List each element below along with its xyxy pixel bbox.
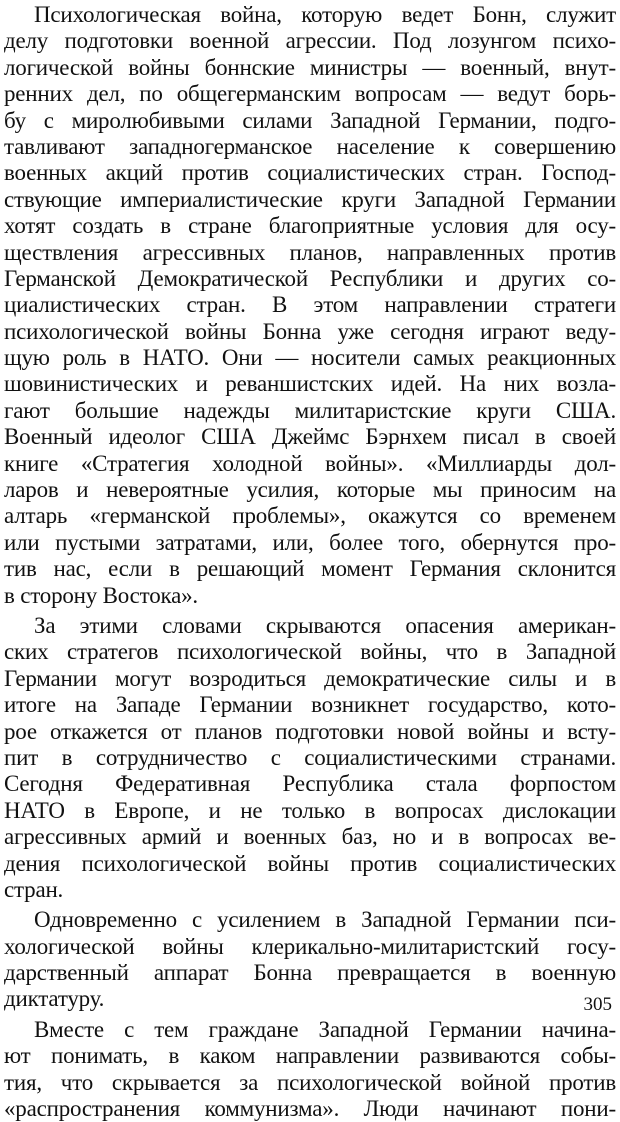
text-line: пит в сотрудничество с социалистическими странами. (4, 744, 616, 770)
text-line: хотят создать в стране благоприятные условия для осу- (4, 213, 616, 239)
text-line: За этими словами скрываются опасения американ- (34, 612, 616, 638)
text-line: ют понимать, в каком направлении развиваются собы- (4, 1043, 616, 1069)
text-line: делу подготовки военной агрессии. Под лозунгом психо- (4, 28, 616, 54)
text-line: Германии могут возродиться демократические силы и в (4, 665, 616, 691)
text-line: циалистических стран. В этом направлении стратеги (4, 292, 616, 318)
text-line: тавливают западногерманское население к совершению (4, 133, 616, 159)
text-line: дения психологической войны против социалистических (4, 850, 616, 876)
paragraph-3 (4, 907, 616, 1013)
text-line: тия, что скрывается за психологической войной против (4, 1069, 616, 1095)
text-line: «распространения коммунизма». Люди начинают пони- (4, 1096, 616, 1122)
text-line: Одновременно с усилением в Западной Германии пси- (34, 907, 616, 933)
text-line: хологической войны клерикально-милитаристский госу- (4, 933, 616, 959)
text-line: Германской Демократической Республики и других со- (4, 265, 616, 291)
text-line: Сегодня Федеративная Республика стала форпостом (4, 771, 616, 797)
book-page (4, 2, 616, 1122)
text-line: в сторону Востока». (4, 582, 198, 608)
paragraph-2 (4, 613, 616, 903)
text-line: Вместе с тем граждане Западной Германии начина- (34, 1016, 616, 1042)
text-line: ларов и невероятные усилия, которые мы приносим на (4, 477, 616, 503)
text-line: шовинистических и реваншистских идей. На них возла- (4, 371, 616, 397)
text-line: агрессивных армий и военных баз, но и в вопросах ве- (4, 824, 616, 850)
text-line: бу с миролюбивыми силами Западной Германии, подго- (4, 107, 616, 133)
text-line: гают большие надежды милитаристские круги США. (4, 397, 616, 423)
text-line: ренних дел, по общегерманским вопросам — ведут борь- (4, 81, 616, 107)
text-line: диктатуру. (4, 986, 105, 1012)
text-line: книге «Стратегия холодной войны». «Миллиарды дол- (4, 450, 616, 476)
text-line: логической войны боннские министры — военный, внут- (4, 54, 616, 80)
text-line: ских стратегов психологической войны, что в Западной (4, 639, 616, 665)
text-line: стран. (4, 876, 64, 902)
text-line: дарственный аппарат Бонна превращается в военную (4, 960, 616, 986)
text-line: военных акций против социалистических стран. Господ- (4, 160, 616, 186)
text-line: ществления агрессивных планов, направленных против (4, 239, 616, 265)
text-line: щую роль в НАТО. Они — носители самых реакционных (4, 345, 616, 371)
text-line: НАТО в Европе, и не только в вопросах дислокации (4, 797, 616, 823)
text-line: или пустыми затратами, или, более того, обернутся про- (4, 529, 616, 555)
text-line: Психологическая война, которую ведет Бонн, служит (34, 2, 616, 27)
text-line: алтарь «германской проблемы», окажутся со временем (4, 503, 616, 529)
text-line: Военный идеолог США Джеймс Бэрнхем писал в своей (4, 424, 616, 450)
paragraph-4 (4, 1017, 616, 1122)
text-line: ствующие империалистические круги Западной Германии (4, 186, 616, 212)
page-number: 305 (583, 994, 612, 1015)
paragraph-1 (4, 2, 616, 609)
text-line: рое откажется от планов подготовки новой войны и всту- (4, 718, 616, 744)
text-line: итоге на Западе Германии возникнет государство, кото- (4, 692, 616, 718)
text-line: тив нас, если в решающий момент Германия склонится (4, 556, 616, 582)
text-line: психологической войны Бонна уже сегодня играют веду- (4, 318, 616, 344)
